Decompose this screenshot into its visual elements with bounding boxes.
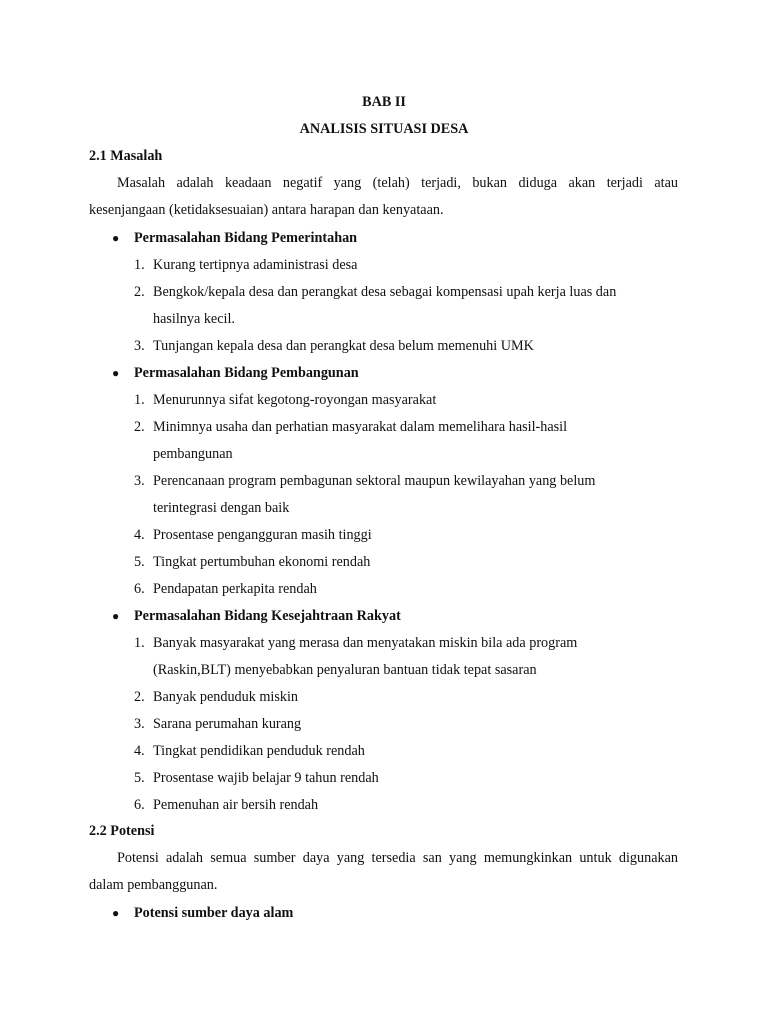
- list-text-continued: terintegrasi dengan baik: [153, 500, 290, 516]
- list-text: Pemenuhan air bersih rendah: [153, 797, 319, 813]
- bullet-icon: ●: [112, 906, 120, 920]
- paragraph-line: kesenjangaan (ketidaksesuaian) antara harapan dan kenyataan.: [89, 202, 444, 218]
- list-item: [134, 576, 678, 603]
- list-number: 2.: [134, 419, 145, 435]
- section-heading-potensi: 2.2 Potensi: [89, 823, 155, 839]
- list-text: Sarana perumahan kurang: [153, 716, 302, 732]
- list-number: 3.: [134, 473, 145, 489]
- list-number: 5.: [134, 770, 145, 786]
- list-item: [134, 252, 678, 279]
- bullet-icon: ●: [112, 609, 120, 623]
- section-heading-masalah: 2.1 Masalah: [89, 148, 163, 164]
- list-number: 1.: [134, 392, 145, 408]
- list-text: Pendapatan perkapita rendah: [153, 581, 317, 597]
- list-text: Menurunnya sifat kegotong-royongan masyarakat: [153, 392, 437, 408]
- list-item: [134, 738, 678, 765]
- list-item: [134, 414, 678, 468]
- bullet-label: Permasalahan Bidang Kesejahtraan Rakyat: [134, 608, 401, 624]
- list-item: [134, 765, 678, 792]
- bullet-kesejahteraan: [112, 607, 401, 625]
- list-text-continued: hasilnya kecil.: [153, 311, 235, 327]
- list-item: [134, 549, 678, 576]
- list-item: [134, 711, 678, 738]
- list-number: 2.: [134, 284, 145, 300]
- list-item: [134, 522, 678, 549]
- bullet-label: Permasalahan Bidang Pembangunan: [134, 365, 359, 381]
- list-text: Bengkok/kepala desa dan perangkat desa sebagai kompensasi upah kerja luas dan: [153, 284, 617, 300]
- bullet-potensi-sda: [112, 904, 293, 922]
- list-number: 4.: [134, 743, 145, 759]
- list-text: Banyak masyarakat yang merasa dan menyatakan miskin bila ada program: [153, 635, 578, 651]
- list-text-continued: (Raskin,BLT) menyebabkan penyaluran bantuan tidak tepat sasaran: [153, 662, 537, 678]
- list-item: [134, 333, 678, 360]
- list-text: Prosentase pengangguran masih tinggi: [153, 527, 372, 543]
- bullet-pembangunan: [112, 364, 359, 382]
- list-number: 3.: [134, 716, 145, 732]
- list-number: 6.: [134, 797, 145, 813]
- list-text: Kurang tertipnya adaministrasi desa: [153, 257, 358, 273]
- bullet-icon: ●: [112, 366, 120, 380]
- bullet-label: Potensi sumber daya alam: [134, 905, 294, 921]
- list-number: 5.: [134, 554, 145, 570]
- paragraph-masalah: [89, 170, 678, 224]
- bullet-icon: ●: [112, 231, 120, 245]
- list-text: Prosentase wajib belajar 9 tahun rendah: [153, 770, 379, 786]
- paragraph-line: Potensi adalah semua sumber daya yang tersedia san yang memungkinkan untuk digunakan: [117, 850, 678, 866]
- list-text: Tunjangan kepala desa dan perangkat desa belum memenuhi UMK: [153, 338, 534, 354]
- chapter-subtitle: ANALISIS SITUASI DESA: [299, 121, 469, 137]
- list-item: [134, 792, 678, 819]
- chapter-title: BAB II: [362, 94, 406, 110]
- list-number: 1.: [134, 635, 145, 651]
- list-number: 4.: [134, 527, 145, 543]
- list-number: 3.: [134, 338, 145, 354]
- list-text: Perencanaan program pembagunan sektoral maupun kewilayahan yang belum: [153, 473, 596, 489]
- list-number: 6.: [134, 581, 145, 597]
- list-text: Tingkat pertumbuhan ekonomi rendah: [153, 554, 371, 570]
- list-item: [134, 279, 678, 333]
- paragraph-potensi: [89, 845, 678, 899]
- list-item: [134, 468, 678, 522]
- list-text-continued: pembangunan: [153, 446, 233, 462]
- list-number: 2.: [134, 689, 145, 705]
- list-text: Banyak penduduk miskin: [153, 689, 299, 705]
- paragraph-line: Masalah adalah keadaan negatif yang (telah) terjadi, bukan diduga akan terjadi atau: [117, 175, 678, 191]
- list-item: [134, 387, 678, 414]
- list-text: Minimnya usaha dan perhatian masyarakat dalam memelihara hasil-hasil: [153, 419, 568, 435]
- paragraph-line: dalam pembanggunan.: [89, 877, 218, 893]
- list-number: 1.: [134, 257, 145, 273]
- list-text: Tingkat pendidikan penduduk rendah: [153, 743, 365, 759]
- list-item: [134, 684, 678, 711]
- bullet-label: Permasalahan Bidang Pemerintahan: [134, 230, 358, 246]
- bullet-pemerintahan: [112, 229, 357, 247]
- list-item: [134, 630, 678, 684]
